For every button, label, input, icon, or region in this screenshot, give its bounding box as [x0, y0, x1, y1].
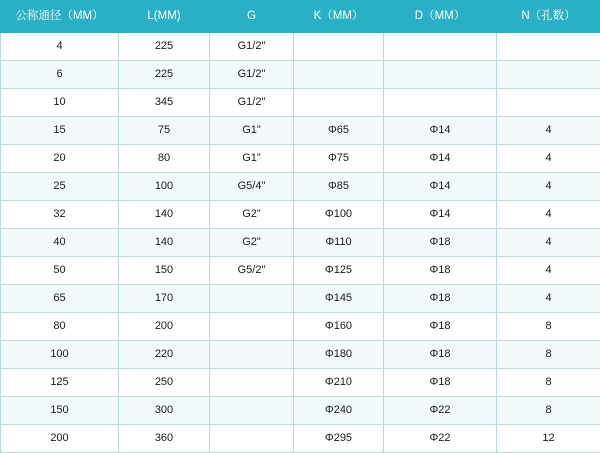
table-row	[1, 173, 600, 201]
cell-n: 4	[497, 117, 600, 145]
cell-k: Φ110	[294, 229, 384, 257]
cell-nominal-diameter: 4	[1, 33, 119, 61]
cell-nominal-diameter: 10	[1, 89, 119, 117]
cell-l: 75	[119, 117, 210, 145]
cell-n: 12	[497, 425, 600, 453]
cell-k: Φ85	[294, 173, 384, 201]
cell-k: Φ180	[294, 341, 384, 369]
table-row	[1, 201, 600, 229]
cell-d	[384, 61, 497, 89]
cell-l: 80	[119, 145, 210, 173]
cell-nominal-diameter: 15	[1, 117, 119, 145]
cell-g: G5/4"	[210, 173, 294, 201]
cell-g	[210, 341, 294, 369]
cell-k	[294, 33, 384, 61]
cell-g: G1/2"	[210, 89, 294, 117]
cell-l: 360	[119, 425, 210, 453]
cell-nominal-diameter: 100	[1, 341, 119, 369]
cell-d: Φ22	[384, 397, 497, 425]
table-row	[1, 257, 600, 285]
cell-l: 140	[119, 201, 210, 229]
table-header-row	[1, 1, 600, 33]
cell-n: 8	[497, 369, 600, 397]
cell-d: Φ14	[384, 201, 497, 229]
cell-g	[210, 285, 294, 313]
table-row	[1, 425, 600, 453]
cell-l: 220	[119, 341, 210, 369]
cell-k: Φ295	[294, 425, 384, 453]
cell-d: Φ14	[384, 145, 497, 173]
cell-nominal-diameter: 125	[1, 369, 119, 397]
cell-n: 4	[497, 201, 600, 229]
cell-d	[384, 89, 497, 117]
table-row	[1, 229, 600, 257]
cell-g: G1"	[210, 145, 294, 173]
cell-n	[497, 33, 600, 61]
cell-n: 8	[497, 341, 600, 369]
cell-l: 300	[119, 397, 210, 425]
column-header-n: N（孔数）	[497, 1, 600, 33]
cell-n	[497, 61, 600, 89]
cell-l: 225	[119, 33, 210, 61]
table-row	[1, 33, 600, 61]
table-row	[1, 341, 600, 369]
cell-d	[384, 33, 497, 61]
cell-g: G2"	[210, 229, 294, 257]
cell-g: G5/2"	[210, 257, 294, 285]
cell-g: G1/2"	[210, 33, 294, 61]
cell-k	[294, 89, 384, 117]
cell-l: 170	[119, 285, 210, 313]
cell-g: G2"	[210, 201, 294, 229]
cell-n: 4	[497, 229, 600, 257]
cell-nominal-diameter: 20	[1, 145, 119, 173]
cell-g	[210, 425, 294, 453]
cell-g: G1/2"	[210, 61, 294, 89]
cell-n: 4	[497, 285, 600, 313]
cell-d: Φ18	[384, 257, 497, 285]
cell-k: Φ160	[294, 313, 384, 341]
cell-d: Φ18	[384, 285, 497, 313]
cell-k: Φ65	[294, 117, 384, 145]
cell-k	[294, 61, 384, 89]
table-row	[1, 61, 600, 89]
cell-n: 8	[497, 397, 600, 425]
table-row	[1, 145, 600, 173]
cell-l: 250	[119, 369, 210, 397]
cell-nominal-diameter: 25	[1, 173, 119, 201]
cell-d: Φ18	[384, 369, 497, 397]
cell-nominal-diameter: 32	[1, 201, 119, 229]
cell-g	[210, 313, 294, 341]
cell-d: Φ18	[384, 313, 497, 341]
cell-n: 8	[497, 313, 600, 341]
table-row	[1, 285, 600, 313]
cell-d: Φ18	[384, 229, 497, 257]
table-body	[1, 33, 600, 453]
cell-d: Φ14	[384, 117, 497, 145]
cell-k: Φ145	[294, 285, 384, 313]
cell-nominal-diameter: 65	[1, 285, 119, 313]
cell-nominal-diameter: 50	[1, 257, 119, 285]
cell-l: 100	[119, 173, 210, 201]
cell-l: 225	[119, 61, 210, 89]
column-header-d: D（MM）	[384, 1, 497, 33]
table-row	[1, 369, 600, 397]
cell-n: 4	[497, 145, 600, 173]
cell-l: 345	[119, 89, 210, 117]
cell-nominal-diameter: 6	[1, 61, 119, 89]
column-header-k: K（MM）	[294, 1, 384, 33]
cell-g	[210, 397, 294, 425]
cell-g	[210, 369, 294, 397]
cell-nominal-diameter: 40	[1, 229, 119, 257]
cell-k: Φ210	[294, 369, 384, 397]
table-row	[1, 313, 600, 341]
cell-l: 150	[119, 257, 210, 285]
cell-n	[497, 89, 600, 117]
column-header-g: G	[210, 1, 294, 33]
cell-nominal-diameter: 150	[1, 397, 119, 425]
cell-k: Φ125	[294, 257, 384, 285]
table-row	[1, 117, 600, 145]
cell-l: 200	[119, 313, 210, 341]
cell-n: 4	[497, 173, 600, 201]
cell-g: G1"	[210, 117, 294, 145]
cell-nominal-diameter: 200	[1, 425, 119, 453]
cell-k: Φ240	[294, 397, 384, 425]
cell-nominal-diameter: 80	[1, 313, 119, 341]
cell-n: 4	[497, 257, 600, 285]
cell-l: 140	[119, 229, 210, 257]
column-header-nominal-diameter: 公称通径（MM）	[1, 1, 119, 33]
cell-d: Φ18	[384, 341, 497, 369]
cell-d: Φ22	[384, 425, 497, 453]
column-header-l: L(MM)	[119, 1, 210, 33]
table-header	[1, 1, 600, 33]
cell-k: Φ100	[294, 201, 384, 229]
cell-d: Φ14	[384, 173, 497, 201]
cell-k: Φ75	[294, 145, 384, 173]
table-row	[1, 89, 600, 117]
table-row	[1, 397, 600, 425]
